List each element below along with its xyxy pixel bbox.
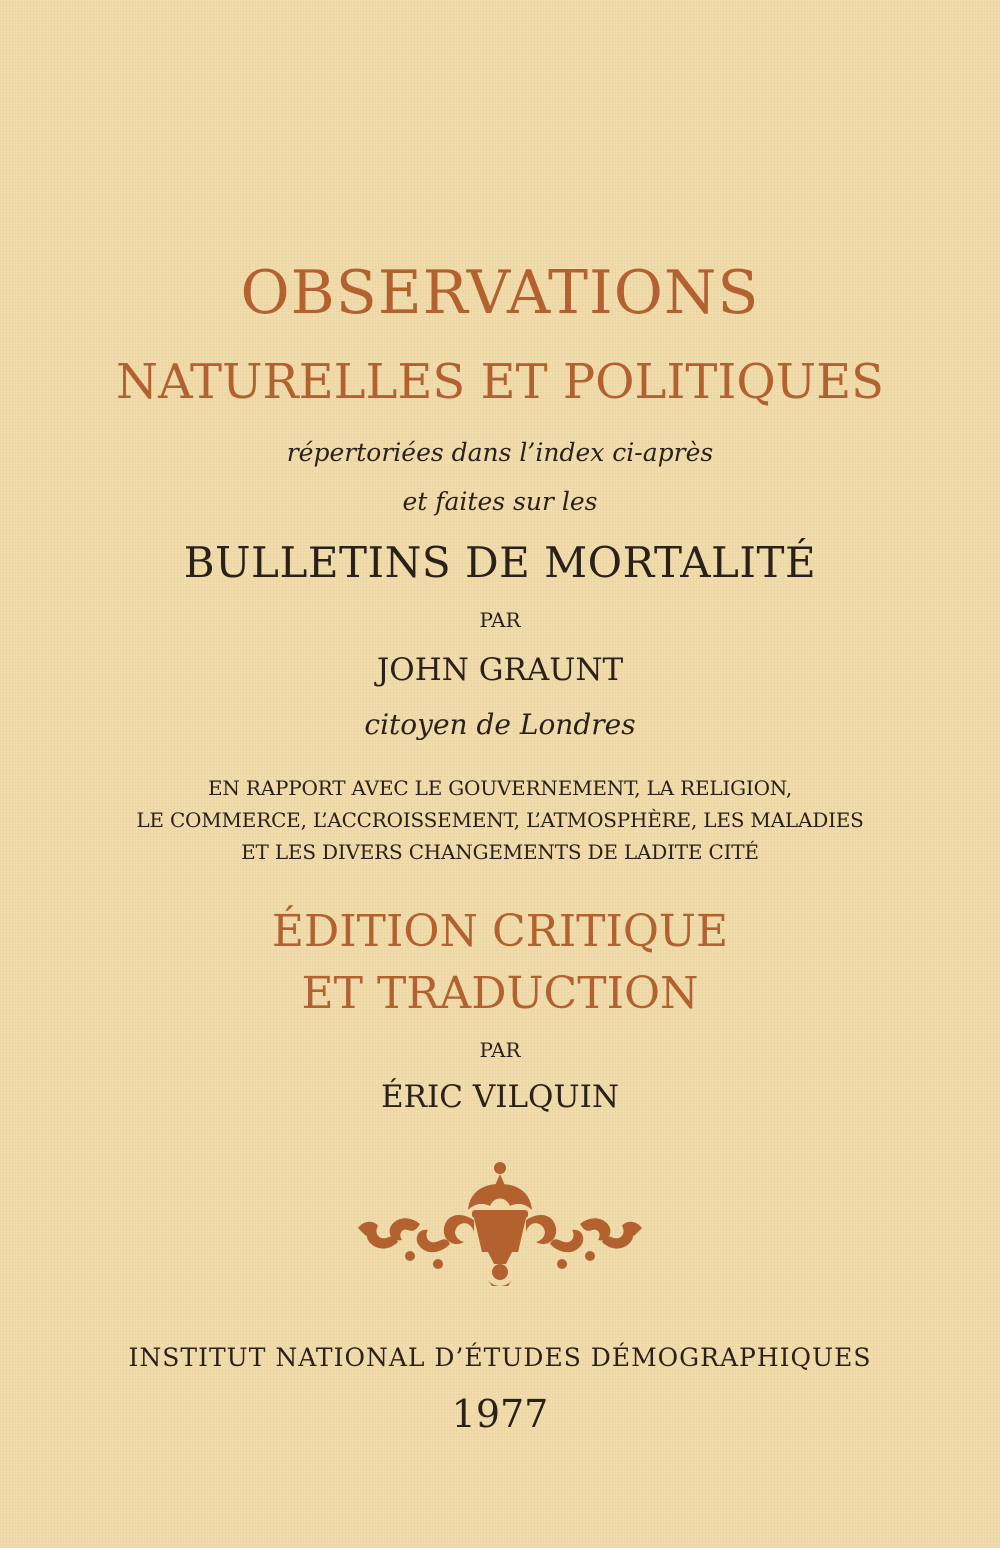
description-line-1: EN RAPPORT AVEC LE GOUVERNEMENT, LA RELIGION, (208, 776, 792, 800)
subtitle-line-1: répertoriées dans l’index ci-après (286, 438, 714, 467)
subtitle-line-2: et faites sur les (402, 487, 598, 516)
title-line-2: NATURELLES ET POLITIQUES (115, 354, 885, 410)
by-label-author: PAR (479, 608, 521, 632)
main-title: BULLETINS DE MORTALITÉ (183, 538, 817, 587)
description-line-3: ET LES DIVERS CHANGEMENTS DE LADITE CITÉ (241, 840, 759, 864)
by-label-editor: PAR (479, 1038, 521, 1062)
edition-line-2: ET TRADUCTION (301, 968, 699, 1019)
description-line-2: LE COMMERCE, L’ACCROISSEMENT, L’ATMOSPHÈRE, LES MALADIES (136, 808, 864, 832)
edition-line-1: ÉDITION CRITIQUE (271, 906, 729, 957)
editor-name: ÉRIC VILQUIN (381, 1079, 619, 1115)
author-name: JOHN GRAUNT (376, 652, 624, 688)
title-line-1: OBSERVATIONS (240, 258, 760, 328)
author-description: citoyen de Londres (364, 708, 636, 741)
publication-year: 1977 (451, 1392, 549, 1436)
publisher: INSTITUT NATIONAL D’ÉTUDES DÉMOGRAPHIQUES (128, 1343, 872, 1372)
ornament-icon (350, 1160, 650, 1290)
